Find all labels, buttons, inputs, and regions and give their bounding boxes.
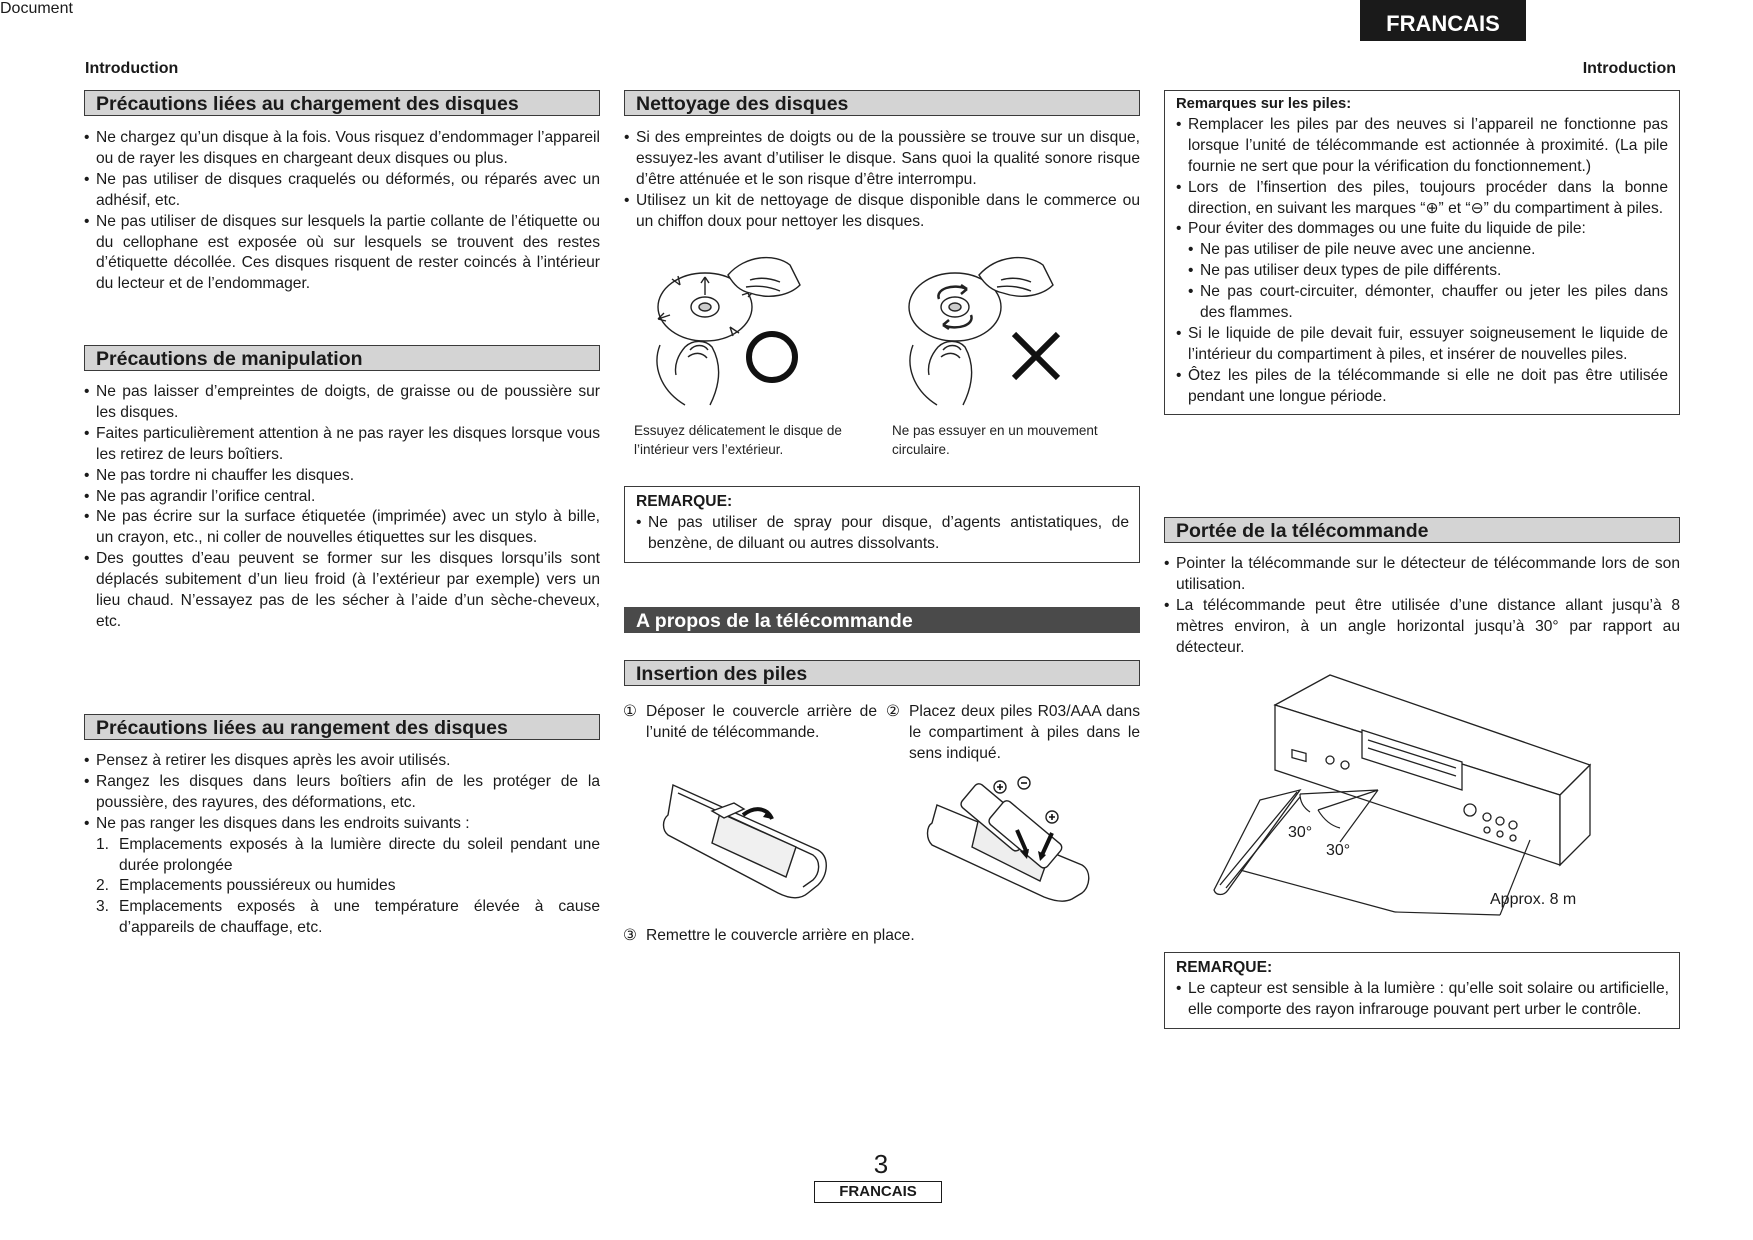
disc-wipe-wrong-illustration [905, 255, 1105, 415]
list-item: • Ne pas agrandir l’orifice central. [84, 487, 600, 508]
section-disc-cleaning [624, 90, 1140, 233]
step-3: ③ Remettre le couvercle arrière en place. [623, 927, 915, 944]
caption-wipe-correct: Essuyez délicatement le disque de l’intérieur vers l’extérieur. [634, 423, 842, 457]
list-item: • Pour éviter des dommages ou une fuite du liquide de pile: [1176, 219, 1668, 240]
section-about-remote [624, 607, 1140, 633]
list-item: • Ne pas laisser d’empreintes de doigts, de graisse ou de poussière sur les disques. [84, 382, 600, 424]
remote-cover-removal-illustration [668, 775, 848, 905]
list-item: • Ôtez les piles de la télécommande si elle ne doit pas être utilisée pendant une longue période. [1176, 366, 1668, 408]
list-item: • Ne pas tordre ni chauffer les disques. [84, 466, 600, 487]
list-item: • Pensez à retirer les disques après les avoir utilisés. [84, 751, 600, 772]
section-battery-insertion [624, 660, 1140, 686]
section-heading: Précautions liées au rangement des disques [84, 714, 600, 740]
note-box-cleaning [624, 486, 1140, 563]
battery-insertion-illustration [932, 775, 1112, 905]
list-item: • Ne pas ranger les disques dans les endroits suivants : [84, 814, 600, 835]
numbered-item: 3. Emplacements exposés à une température élevée à cause d’appareils de chauffage, etc. [96, 898, 600, 937]
list-item: • Si des empreintes de doigts ou de la poussière se trouve sur un disque, essuyez-les avant d’utiliser le disque. Sans quoi la qualité sonore risque d’être atténuée et le son risque d’être interrompu. [624, 128, 1140, 191]
wrong-cross-icon [1010, 330, 1070, 390]
section-heading: Précautions liées au chargement des disques [84, 90, 600, 116]
list-item: • Ne pas utiliser de disques craquelés ou déformés, ou réparés avec un adhésif, etc. [84, 170, 600, 212]
list-item: • Ne pas utiliser de spray pour disque, d’agents antistatiques, de benzène, de diluant ou autres dissolvants. [636, 513, 1129, 555]
correct-circle-icon [745, 330, 805, 390]
numbered-item: 2. Emplacements poussiéreux ou humides [96, 877, 396, 895]
list-item: • Remplacer les piles par des neuves si l’appareil ne fonctionne pas lorsque l’unité de télécommande est actionnée à proximité. (La pile fournie ne sert que pour la vérification du fonctionnement.) [1176, 115, 1668, 178]
note-title: REMARQUE: [636, 493, 733, 510]
numbered-item: 1. Emplacements exposés à la lumière directe du soleil pendant une durée prolongée [96, 835, 600, 874]
list-item: • Lors de l’finsertion des piles, toujours procéder dans la bonne direction, en suivant les marques “⊕” et “⊖” du compartiment à piles. [1176, 178, 1668, 220]
list-item: • Ne chargez qu’un disque à la fois. Vous risquez d’endommager l’appareil ou de rayer les disques en chargeant deux disques ou plus. [84, 128, 600, 170]
section-heading: Nettoyage des disques [624, 90, 1140, 116]
battery-notes-box [1164, 90, 1680, 415]
list-subitem: • Ne pas court-circuiter, démonter, chauffer ou jeter les piles dans des flammes. [1188, 282, 1668, 324]
list-item: • Le capteur est sensible à la lumière : qu’elle soit solaire ou artificielle, elle comporte des rayon infrarouge pouvant pert urber le contrôle. [1176, 979, 1669, 1021]
section-handling [84, 345, 600, 633]
list-subitem: • Ne pas utiliser deux types de pile différents. [1188, 261, 1668, 282]
list-subitem: • Ne pas utiliser de pile neuve avec une ancienne. [1188, 240, 1668, 261]
section-heading: Portée de la télécommande [1164, 517, 1680, 543]
list-item: • Utilisez un kit de nettoyage de disque disponible dans le commerce ou un chiffon doux pour nettoyer les disques. [624, 191, 1140, 233]
distance-label: Approx. 8 m [1490, 891, 1577, 908]
note-title: Remarques sur les piles: [1176, 96, 1352, 112]
section-heading: Précautions de manipulation [84, 345, 600, 371]
list-item: • Ne pas utiliser de disques sur lesquels la partie collante de l’étiquette ou du cellophane est exposée où sur lesquels se trouvent des restes d’étiquette décollée. Ces disques risquent de rester coincés à l’intérieur du lecteur et de l’endommager. [84, 212, 600, 296]
footer-language-label: FRANCAIS [814, 1181, 942, 1203]
section-disc-loading [84, 90, 600, 295]
list-item: • Si le liquide de pile devait fuir, essuyer soigneusement le liquide de l’intérieur du compartiment à piles, et insérer de nouvelles piles. [1176, 324, 1668, 366]
section-heading: A propos de la télécommande [624, 607, 1140, 633]
section-disc-storage [84, 714, 600, 939]
list-item: • Pointer la télécommande sur le détecteur de télécommande lors de son utilisation. [1164, 554, 1680, 596]
step-2: ② Placez deux piles R03/AAA dans le compartiment à piles dans le sens indiqué. [886, 703, 1140, 762]
running-header-right: Introduction [1582, 60, 1676, 77]
list-item: • La télécommande peut être utilisée d’une distance allant jusqu’à 8 mètres environ, à un angle horizontal jusqu’à 30° par rapport au détecteur. [1164, 596, 1680, 659]
list-item: • Des gouttes d’eau peuvent se former sur les disques lorsqu’ils sont déplacés subitement d’un lieu froid (à l’extérieur par exemple) vers un lieu chaud. N’essayez pas de les sécher à l’aide d’un sèche-cheveux, etc. [84, 549, 600, 633]
note-title: REMARQUE: [1176, 959, 1273, 976]
note-box-sensor [1164, 952, 1680, 1029]
list-item: • Faites particulièrement attention à ne pas rayer les disques lorsque vous les retirez de leurs boîtiers. [84, 424, 600, 466]
list-item: • Rangez les disques dans leurs boîtiers afin de les protéger de la poussière, des rayures, des déformations, etc. [84, 772, 600, 814]
angle-label-left: 30° [1288, 824, 1313, 841]
language-tab: FRANCAIS [1360, 0, 1526, 41]
page-number: 3 [873, 1149, 889, 1179]
section-heading: Insertion des piles [624, 660, 1140, 686]
running-header-left: Introduction [85, 60, 179, 77]
list-item: • Ne pas écrire sur la surface étiquetée (imprimée) avec un stylo à bille, un crayon, etc., ni coller de nouvelles étiquettes sur les disques. [84, 507, 600, 549]
step-1: ① Déposer le couvercle arrière de l’unité de télécommande. [623, 703, 877, 741]
angle-label-right: 30° [1326, 842, 1351, 859]
section-remote-range [1164, 517, 1680, 659]
caption-wipe-wrong: Ne pas essuyer en un mouvement circulaire. [892, 423, 1098, 457]
